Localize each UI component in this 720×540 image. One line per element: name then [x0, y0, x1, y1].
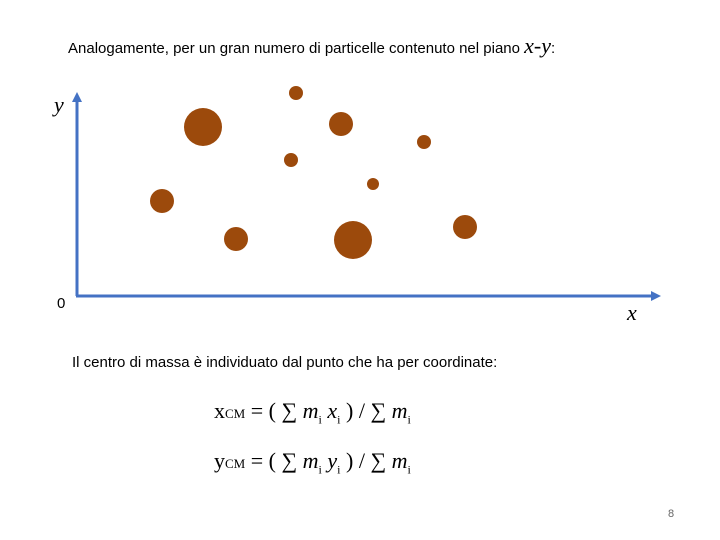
- formula-y-eq: = ( ∑: [245, 448, 303, 473]
- particle: [284, 153, 298, 167]
- formula-y-var-sub: i: [337, 462, 341, 477]
- formula-x-m2: m: [391, 398, 408, 423]
- particle: [453, 215, 477, 239]
- particle: [329, 112, 353, 136]
- formula-x-var-sub: i: [337, 412, 341, 427]
- particles-group: [150, 86, 477, 259]
- formula-y-lhs: y: [214, 448, 225, 473]
- particle: [367, 178, 379, 190]
- formula-x-var: x: [327, 398, 338, 423]
- page-number: 8: [668, 508, 675, 520]
- y-axis-label: y: [54, 92, 64, 117]
- particle: [417, 135, 431, 149]
- particle: [184, 108, 222, 146]
- formula-y-m2: m: [391, 448, 408, 473]
- formula-y-m-sub: i: [318, 462, 322, 477]
- formula-x-eq: = ( ∑: [245, 398, 303, 423]
- formula-y-cm: [214, 448, 411, 477]
- formula-x-m2-sub: i: [407, 412, 411, 427]
- formula-y-var: y: [327, 448, 338, 473]
- formula-x-m-sub: i: [318, 412, 322, 427]
- heading-colon: :: [551, 40, 556, 57]
- particle: [150, 189, 174, 213]
- formula-x-mid: ) / ∑: [340, 398, 392, 423]
- heading-text: Analogamente, per un gran numero di particelle contenuto nel piano: [68, 40, 525, 57]
- formula-x-lhs: x: [214, 398, 225, 423]
- formula-y-m: m: [302, 448, 319, 473]
- heading-xy: x-y: [524, 33, 551, 58]
- x-axis-label: x: [627, 300, 637, 325]
- formula-x-cm: [214, 398, 411, 427]
- formula-x-lhs-sub: CM: [225, 406, 246, 421]
- origin-label: 0: [57, 295, 66, 312]
- particle: [289, 86, 303, 100]
- caption: Il centro di massa è individuato dal punto che ha per coordinate:: [72, 354, 498, 371]
- formula-y-lhs-sub: CM: [225, 456, 246, 471]
- particle: [224, 227, 248, 251]
- formula-y-mid: ) / ∑: [340, 448, 392, 473]
- particle: [334, 221, 372, 259]
- formula-x-m: m: [302, 398, 319, 423]
- formula-y-m2-sub: i: [407, 462, 411, 477]
